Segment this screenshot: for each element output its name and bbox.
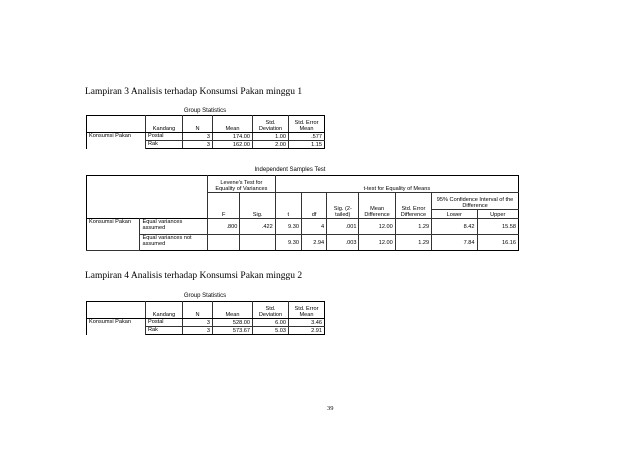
- table-row: Konsumsi Pakan Equal variances assumed .800 .422 9.30 4 .001 12.00 1.29 8.42 15.58: [87, 219, 519, 235]
- page-number: 39: [327, 405, 334, 412]
- col-kandang: Kandang: [146, 116, 183, 133]
- col-std-error-mean: Std. Error Mean: [289, 116, 325, 133]
- table-row: Rak 3 573.67 5.03 2.91: [87, 327, 325, 335]
- col-mean: Mean: [213, 302, 253, 319]
- row-label: Konsumsi Pakan: [87, 319, 146, 335]
- independent-test-caption: Independent Samples Test: [254, 167, 326, 173]
- col-n: N: [183, 302, 213, 319]
- table-row: Equal variances not assumed 9.30 2.94 .003 12.00 1.29 7.84 16.16: [87, 235, 519, 251]
- ci-header: 95% Confidence Interval of the Difference: [432, 193, 519, 210]
- independent-samples-table: Levene's Test for Equality of Variances t-test for Equality of Means F Sig. t df Sig. (2-tailed) Mean Difference Std. Error Difference 95% Confidence Interval of the Difference Lower Upper Konsumsi Pakan Equal variances assumed .800 .422 9.30 4 .001 12.00 1.29 8.42 15.58 Equal variances not assumed 9.30 2.94 .003 12.00 1.29 7.84 16.16: [86, 175, 519, 251]
- group-stats-table-week2: [86, 301, 325, 335]
- col-std-deviation: Std. Deviation: [253, 302, 289, 319]
- col-n: N: [183, 116, 213, 133]
- col-mean: Mean: [213, 116, 253, 133]
- group-stats-table-week1: [86, 115, 325, 149]
- row-label: Konsumsi Pakan: [87, 219, 140, 251]
- col-kandang: Kandang: [146, 302, 183, 319]
- levene-header: Levene's Test for Equality of Variances: [208, 176, 276, 193]
- row-label: Konsumsi Pakan: [87, 133, 146, 149]
- col-std-error-mean: Std. Error Mean: [289, 302, 325, 319]
- section3-heading: Lampiran 3 Analisis terhadap Konsumsi Pakan minggu 1: [85, 87, 303, 97]
- col-std-deviation: Std. Deviation: [253, 116, 289, 133]
- table-row: Konsumsi Pakan Postal 3 528.00 6.00 3.46: [87, 319, 325, 327]
- section4-heading: Lampiran 4 Analisis terhadap Konsumsi Pakan minggu 2: [85, 271, 303, 281]
- table-row: Rak 3 162.00 2.00 1.15: [87, 141, 325, 149]
- group-stats-caption: Group Statistics: [183, 293, 227, 299]
- table-row: Konsumsi Pakan Postal 3 174.00 1.00 .577: [87, 133, 325, 141]
- ttest-header: t-test for Equality of Means: [275, 176, 518, 193]
- group-stats-caption: Group Statistics: [183, 108, 227, 114]
